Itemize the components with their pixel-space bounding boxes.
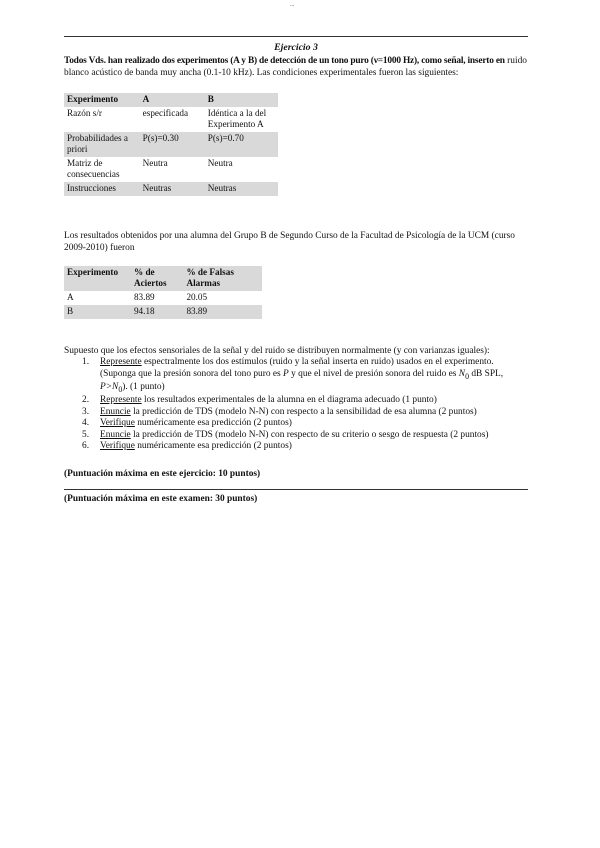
table-cell: P(s)=0.30 [140,132,205,157]
table-cell: Neutra [205,157,278,182]
intro-rest: ruido blanco acústico de banda muy ancha (0.1-10 kHz). Las condiciones experimentales fueron las siguientes: [64,56,527,78]
list-item [82,357,528,395]
item-number: 1. [82,357,90,367]
table-cell: Probabilidades a priori [64,132,140,157]
table-cell: A [64,291,131,305]
item-verb: Verifique [100,418,135,429]
item-text: numéricamente esa predicción (2 puntos) [134,441,292,452]
exam-page [64,36,528,504]
table-cell: 20.05 [183,291,262,305]
table-row [64,291,262,305]
item-number: 3. [82,406,90,417]
item-verb: Enuncie [100,406,131,417]
intro-lead: Todos Vds. han realizado dos experimentos (A y B) de detección de un tono puro (ν=1000 Hz), como señal, inserto en [64,56,505,66]
item-note: (Suponga que la presión sonora del tono puro es [100,368,284,379]
table-cell: Neutra [140,157,205,182]
item-number: 5. [82,429,90,440]
exercise-title: Ejercicio 3 [274,42,318,53]
item-number: 6. [82,441,90,452]
bottom-rule [64,489,528,490]
list-item [82,429,528,442]
results-table [64,266,262,319]
exercise-max-score: (Puntuación máxima en este ejercicio: 10 puntos) [64,468,261,479]
table-cell: Neutras [140,182,205,196]
table-header-cell: % de Aciertos [131,266,183,291]
item-verb: Represente [100,357,142,367]
item-note: y que el nivel de presión sonora del ruido es [288,368,459,379]
item-text: la predicción de TDS (modelo N-N) con respecto de su criterio o sesgo de respuesta (2 puntos) [130,429,489,440]
table-header-cell: B [205,93,278,107]
item-number: 4. [82,418,90,429]
table-cell: Instrucciones [64,182,140,196]
intro-paragraph [64,55,528,79]
table-row [64,157,278,182]
list-item [82,406,528,419]
item-sub: 0 [118,384,123,394]
table-header-cell: A [140,93,205,107]
item-verb: Enuncie [100,429,131,440]
table-header-cell: Experimento [64,93,140,107]
top-rule [64,36,528,37]
item-text: espectralmente los dos estímulos (ruido y la señal inserta en ruido) usados en el experimento. [141,357,494,367]
table-header-cell: % de Falsas Alarmas [183,266,262,291]
item-verb: Verifique [100,441,135,452]
item-text: la predicción de TDS (modelo N-N) con respecto a la sensibilidad de esa alumna (2 puntos) [130,406,477,417]
list-item [82,441,528,453]
conditions-table [64,93,278,196]
table-row [64,107,278,132]
item-number: 2. [82,395,90,406]
table-cell: Neutras [205,182,278,196]
item-text: los resultados experimentales de la alumna en el diagrama adecuado (1 punto) [141,395,437,406]
table-row [64,182,278,196]
item-note: dB SPL, [468,368,504,379]
table-header-row [64,266,262,291]
page-number: ... [290,2,295,8]
table-cell: Matriz de consecuencias [64,157,140,182]
table-cell: Idéntica a la del Experimento A [205,107,278,132]
table-header-cell: Experimento [64,266,131,291]
item-inequality: P>N [100,381,119,392]
table-row [64,305,262,319]
table-cell: P(s)=0.70 [205,132,278,157]
exam-max-score: (Puntuación máxima en este examen: 30 puntos) [64,493,258,504]
item-verb: Represente [100,395,142,406]
item-var-p: P [283,368,289,379]
table-row [64,132,278,157]
table-header-row [64,93,278,107]
table-cell: Razón s/r [64,107,140,132]
item-note: ). (1 punto) [122,381,165,392]
list-item [82,418,528,430]
assumption-paragraph: Supuesto que los efectos sensoriales de la señal y del ruido se distribuyen normalmente (y con varianzas iguales): [64,346,490,356]
table-cell: 94.18 [131,305,183,319]
table-cell: 83.89 [131,291,183,305]
item-var-n0: N [458,368,466,379]
item-sub: 0 [465,371,469,381]
table-cell: B [64,305,131,319]
table-cell: 83.89 [183,305,262,319]
list-item [82,395,528,407]
question-list [64,357,528,453]
results-paragraph: Los resultados obtenidos por una alumna del Grupo B de Segundo Curso de la Facultad de Psicología de la UCM (curso 2009-2010) fueron [64,231,515,253]
table-cell: especificada [140,107,205,132]
item-text: numéricamente esa predicción (2 puntos) [134,418,292,429]
